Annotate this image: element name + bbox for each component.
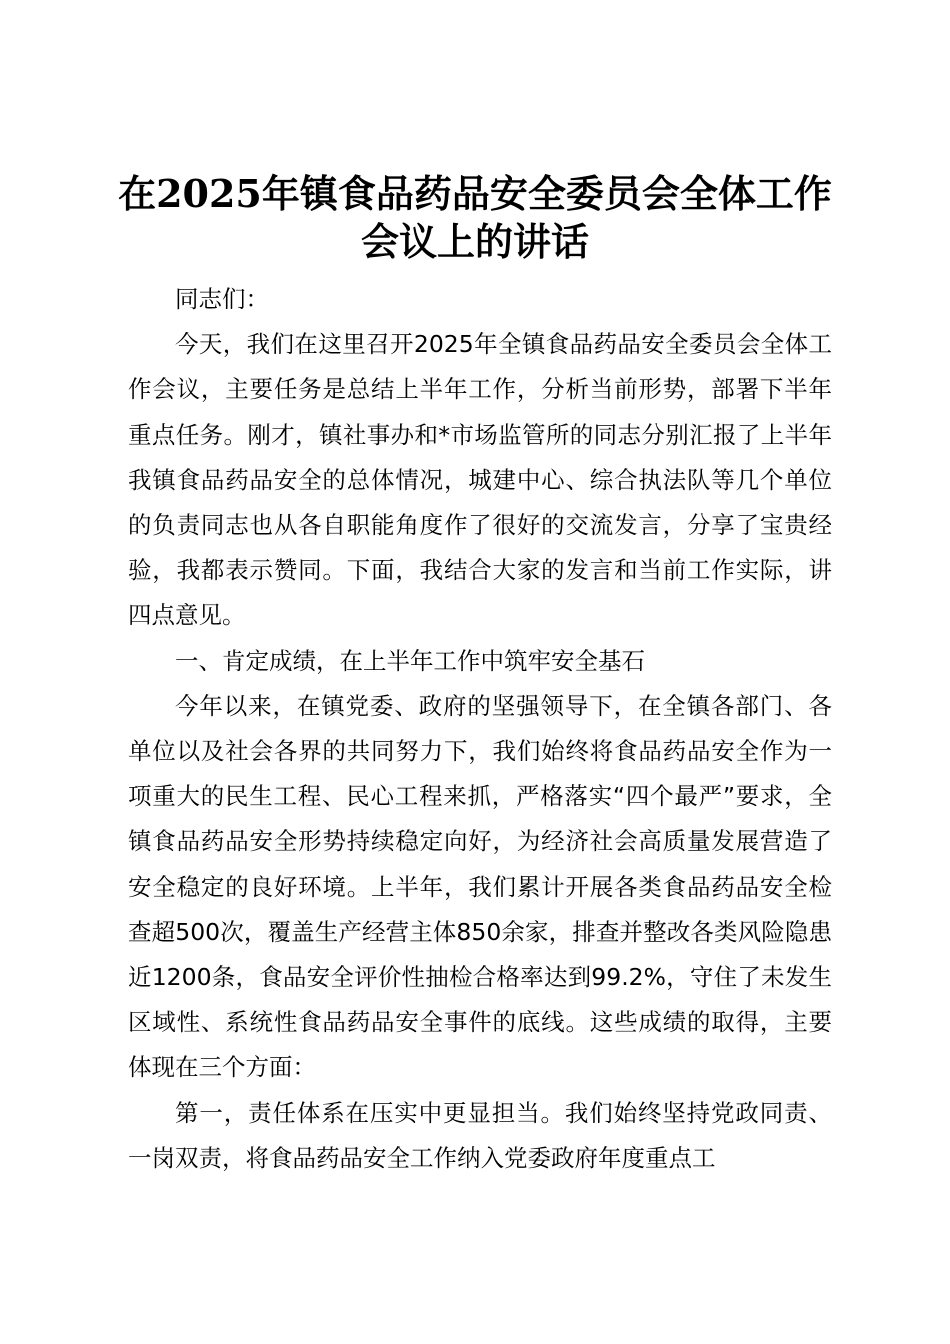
paragraph-first-point: 第一，责任体系在压实中更显担当。我们始终坚持党政同责、一岗双责，将食品药品安全工作纳入党委政府年度重点工	[128, 1098, 832, 1172]
section-heading-one: 一、肯定成绩，在上半年工作中筑牢安全基石	[175, 646, 645, 675]
paragraph-achievements: 今年以来，在镇党委、政府的坚强领导下，在全镇各部门、各单位以及社会各界的共同努力下，我们始终将食品药品安全作为一项重大的民生工程、民心工程来抓，严格落实“四个最严”要求，全镇食品药品安全形势持续稳定向好，为经济社会高质量发展营造了安全稳定的良好环境。上半年，我们累计开展各类食品药品安全检查超500次，覆盖生产经营主体850余家，排查并整改各类风险隐患近1200条，食品安全评价性抽检合格率达到99.2%，守住了未发生区域性、系统性食品药品安全事件的底线。这些成绩的取得，主要体现在三个方面：	[128, 691, 832, 1082]
salutation: 同志们：	[175, 285, 269, 313]
document-body	[128, 277, 832, 1181]
paragraph-opening: 今天，我们在这里召开2025年全镇食品药品安全委员会全体工作会议，主要任务是总结上半年工作，分析当前形势，部署下半年重点任务。刚才，镇社事办和*市场监管所的同志分别汇报了上半年我镇食品药品安全的总体情况，城建中心、综合执法队等几个单位的负责同志也从各自职能角度作了很好的交流发言，分享了宝贵经验，我都表示赞同。下面，我结合大家的发言和当前工作实际，讲四点意见。	[128, 330, 832, 630]
document-title: 在2025年镇食品药品安全委员会全体工作会议上的讲话	[118, 171, 832, 264]
